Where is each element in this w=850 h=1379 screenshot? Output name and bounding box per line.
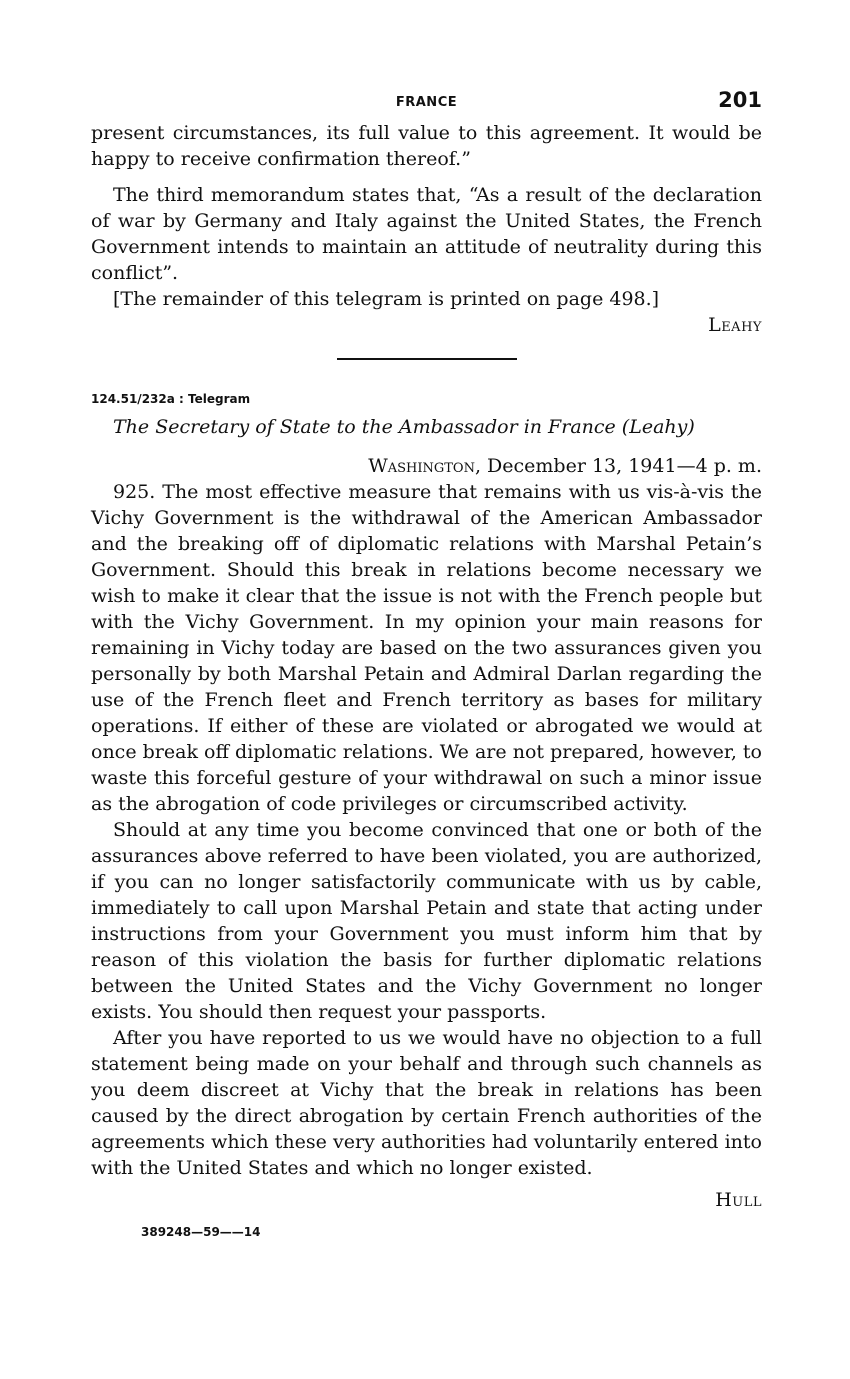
body-paragraph-3: After you have reported to us we would have no objection to a full statement being made on your behalf and through such channels as you deem discreet at Vichy that the break in relations has been caused by the direct abrogation by certain French authorities of the agreements which these very authorities had voluntarily entered into with the United States and which no longer existed. [91,1027,762,1179]
body-paragraph-1: 925. The most effective measure that remains with us vis-à-vis the Vichy Government is the withdrawal of the American Ambassador and the breaking off of diplomatic relations with Marshal Petain’s Government. Should this break in relations become necessary we wish to make it clear that the issue is not with the French people but with the Vichy Government. In my opinion your main reasons for remaining in Vichy today are based on the two assurances given you personally by both Marshal Petain and Admiral Darlan regarding the use of the French fleet and French territory as bases for military operations. If either of these are violated or abrogated we would at once break off diplomatic relations. We are not prepared, however, to waste this forceful gesture of your withdrawal on such a minor issue as the abrogation of code privileges or circumscribed activity. [91,481,762,815]
leahy-signature: Leahy [708,314,762,336]
print-code: 389248—59——14 [141,1225,261,1239]
hull-signature: Hull [715,1189,762,1211]
dateline [91,453,762,479]
running-title: FRANCE [395,95,458,110]
dateline-date: December 13, 1941—4 p. m. [487,455,762,477]
body-paragraph-2: Should at any time you become convinced that one or both of the assurances above referred to have been violated, you are authorized, if you can no longer satisfactorily communicate with us by cable, immediately to call upon Marshal Petain and state that acting under instructions from your Government you must inform him that by reason of this violation the basis for further diplomatic relations between the United States and the Vichy Government no longer exists. You should then request your passports. [91,819,762,1023]
third-memorandum-paragraph: The third memorandum states that, “As a result of the declaration of war by Germany and Italy against the United States, the French Government intends to maintain an attitude of neutrality during this conflict”. [91,184,762,284]
file-reference: 124.51/232a : Telegram [91,392,251,406]
document-title: The Secretary of State to the Ambassador in France (Leahy) [113,416,695,438]
page-number: 201 [718,88,762,112]
document-page [91,88,762,1241]
continuation-paragraph: present circumstances, its full value to this agreement. It would be happy to receive confirmation thereof.” [91,122,762,170]
remainder-note: [The remainder of this telegram is printed on page 498.] [113,288,660,310]
dateline-place: Washington, [368,455,481,477]
section-divider [337,358,517,360]
running-header [91,88,762,120]
